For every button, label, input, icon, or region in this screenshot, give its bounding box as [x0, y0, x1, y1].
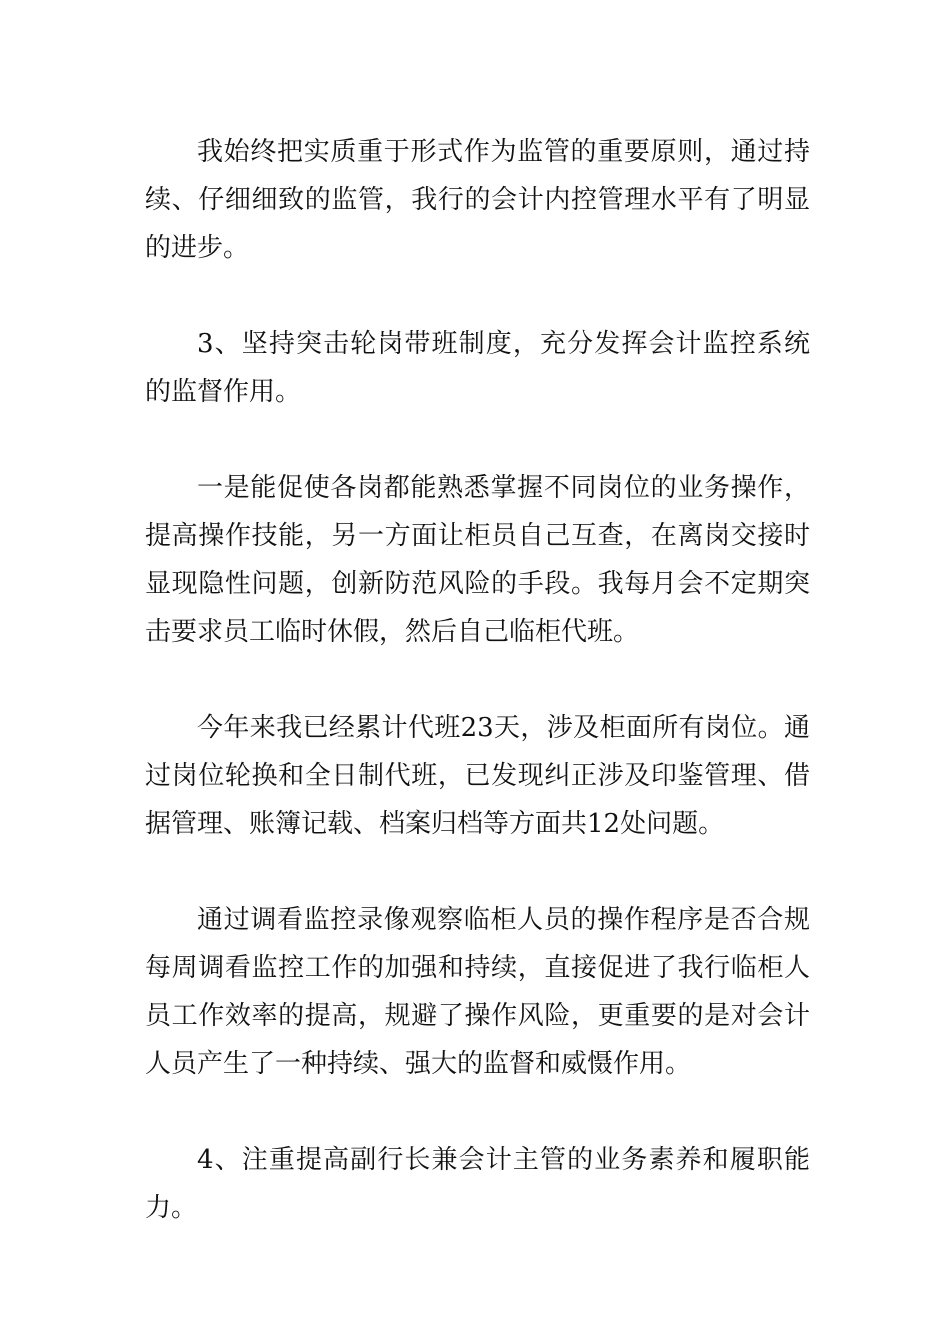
paragraph-principle: 我始终把实质重于形式作为监管的重要原则，通过持续、仔细细致的监管，我行的会计内控管理水平有了明显的进步。 [145, 137, 810, 263]
paragraph-heading-4: 4、注重提高副行长兼会计主管的业务素养和履职能力。 [145, 1145, 810, 1223]
paragraph-rotation-benefits: 一是能促使各岗都能熟悉掌握不同岗位的业务操作，提高操作技能，另一方面让柜员自己互查，在离岗交接时显现隐性问题，创新防范风险的手段。我每月会不定期突击要求员工临时休假，然后自己临柜代班。 [145, 473, 810, 647]
paragraph-gap [145, 272, 810, 320]
paragraph-video-monitoring: 通过调看监控录像观察临柜人员的操作程序是否合规每周调看监控工作的加强和持续，直接促进了我行临柜人员工作效率的提高，规避了操作风险，更重要的是对会计人员产生了一种持续、强大的监督和威慑作用。 [145, 905, 810, 1079]
paragraph-gap [145, 1088, 810, 1136]
paragraph-gap [145, 848, 810, 896]
paragraph-heading-3: 3、坚持突击轮岗带班制度，充分发挥会计监控系统的监督作用。 [145, 329, 810, 407]
paragraph-substitute-shifts: 今年来我已经累计代班23天，涉及柜面所有岗位。通过岗位轮换和全日制代班，已发现纠正涉及印鉴管理、借据管理、账簿记载、档案归档等方面共12处问题。 [145, 713, 810, 839]
document-page [145, 128, 810, 1232]
paragraph-gap [145, 416, 810, 464]
paragraph-gap [145, 656, 810, 704]
